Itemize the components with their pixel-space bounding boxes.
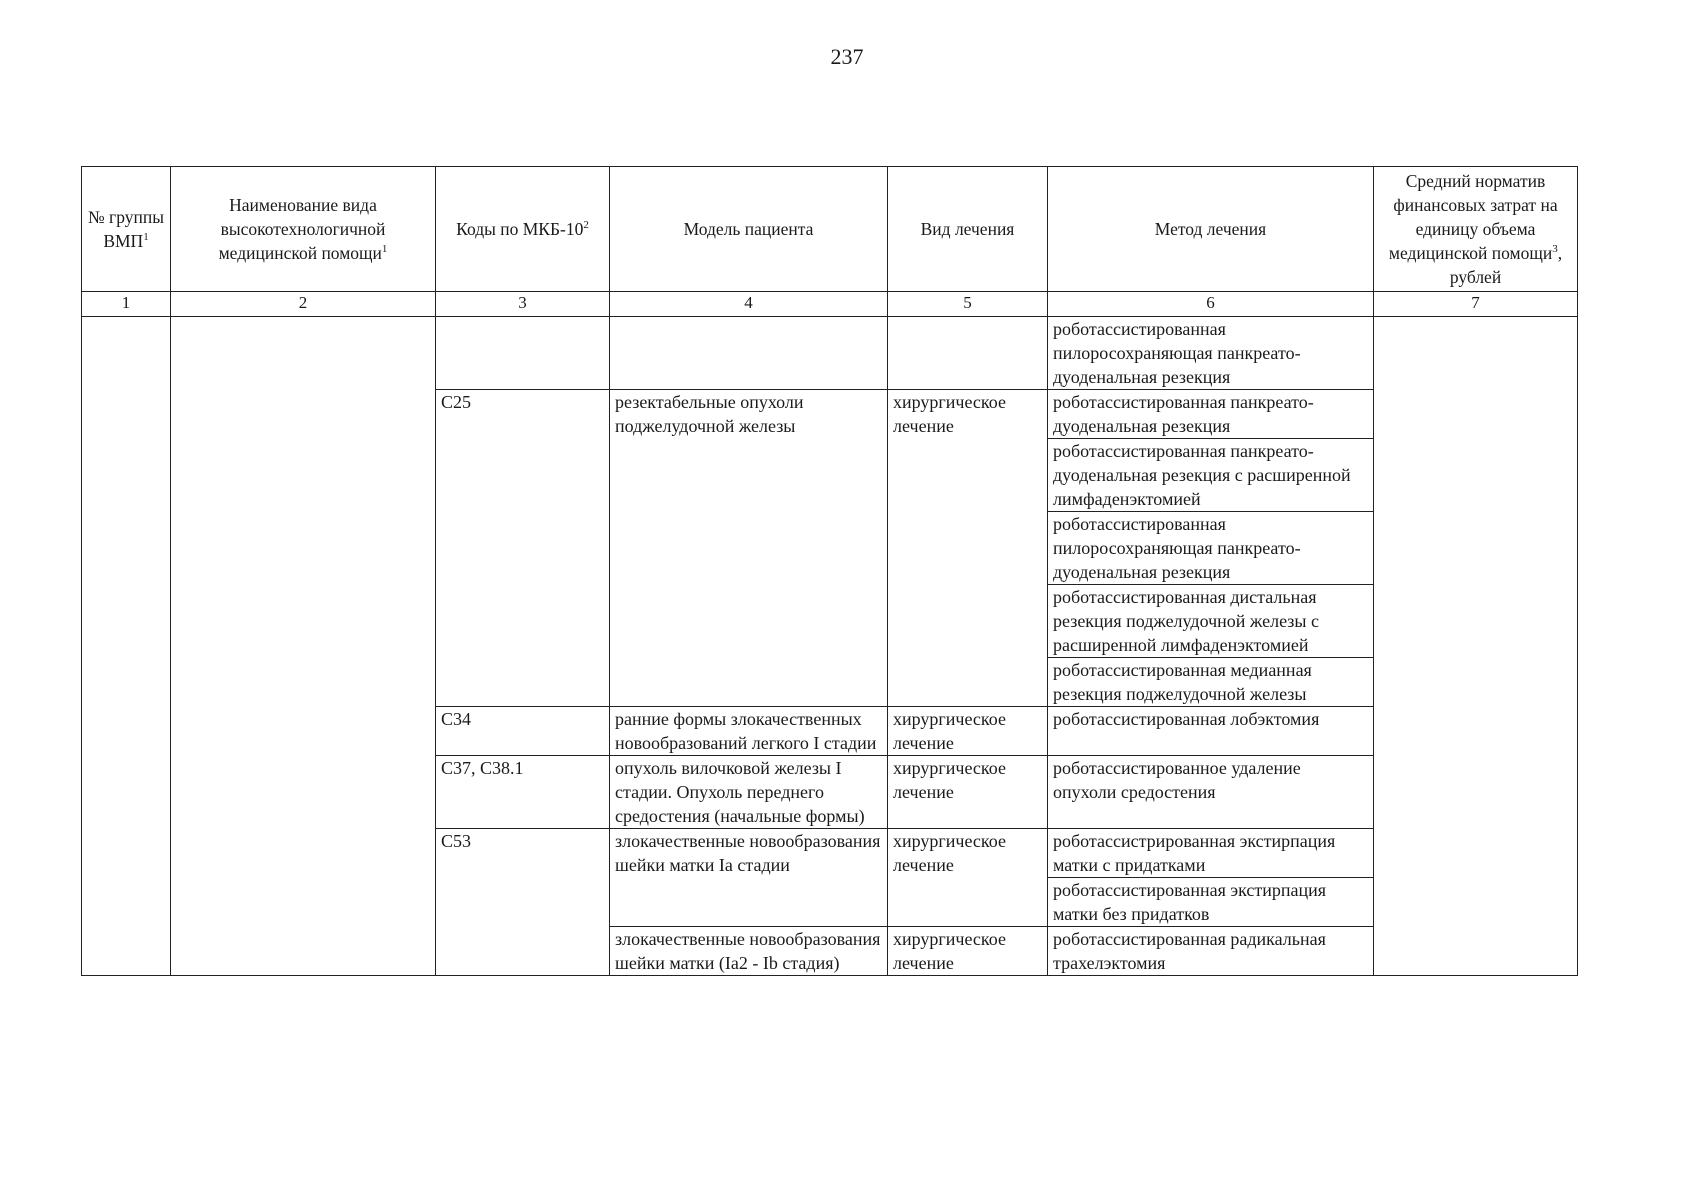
treatment-method: роботассистированная радикальная трахелэктомия xyxy=(1053,929,1326,973)
header-cost-standard: Средний норматив финансовых затрат на единицу объема медицинской помощи$^3$, рублей xyxy=(1374,167,1578,292)
page-number: 237 xyxy=(830,44,864,69)
treatment-method-cell xyxy=(1048,829,1374,927)
cost-standard-cell xyxy=(1374,317,1578,976)
treatment-method-cell xyxy=(1048,317,1374,390)
icd-code-cell: С53 xyxy=(436,829,610,976)
patient-model-cell xyxy=(610,317,888,390)
treatment-type-cell: хирургическое лечение xyxy=(888,707,1048,756)
treatment-method-cell xyxy=(1048,707,1374,756)
vmp-name-cell xyxy=(171,317,436,976)
header-treatment-type: Вид лечения xyxy=(888,167,1048,292)
treatment-method-cell xyxy=(1048,756,1374,829)
vmp-table xyxy=(81,166,1578,976)
treatment-type-cell: хирургическое лечение xyxy=(888,927,1048,976)
column-number: 1 xyxy=(82,292,171,317)
header-vmp-name: Наименование вида высокотехнологичной медицинской помощи$^1$ xyxy=(171,167,436,292)
icd-code-cell: С34 xyxy=(436,707,610,756)
column-number: 4 xyxy=(610,292,888,317)
treatment-method: роботассистированная дистальная резекция поджелудочной железы с расширенной лимфаденэктомией xyxy=(1048,585,1373,658)
treatment-method: роботассистированная пилоросохраняющая панкреато-дуоденальная резекция xyxy=(1048,512,1373,585)
column-number: 6 xyxy=(1048,292,1374,317)
icd-code-cell: С25 xyxy=(436,390,610,707)
treatment-method: роботассистированная медианная резекция поджелудочной железы xyxy=(1053,660,1312,704)
icd-code-cell: С37, С38.1 xyxy=(436,756,610,829)
treatment-type-cell xyxy=(888,317,1048,390)
treatment-method: роботассистрированная экстирпация матки с придатками xyxy=(1048,829,1373,878)
patient-model-cell: злокачественные новообразования шейки матки Ia стадии xyxy=(610,829,888,927)
treatment-method: роботассистированное удаление опухоли средостения xyxy=(1053,758,1301,802)
column-number-row xyxy=(82,292,1578,317)
header-vmp-group: № группы ВМП$^1$ xyxy=(82,167,171,292)
column-number: 5 xyxy=(888,292,1048,317)
column-number: 3 xyxy=(436,292,610,317)
header-icd-codes: Коды по МКБ-$10^2$ xyxy=(436,167,610,292)
treatment-method: роботассистированная лобэктомия xyxy=(1053,709,1320,729)
column-number: 2 xyxy=(171,292,436,317)
patient-model-cell: злокачественные новообразования шейки матки (Ia2 - Ib стадия) xyxy=(610,927,888,976)
column-number: 7 xyxy=(1374,292,1578,317)
patient-model-cell: ранние формы злокачественных новообразований легкого I стадии xyxy=(610,707,888,756)
treatment-type-cell: хирургическое лечение xyxy=(888,829,1048,927)
treatment-method: роботассистированная панкреато-дуоденальная резекция с расширенной лимфаденэктомией xyxy=(1048,439,1373,512)
table-header-row xyxy=(82,167,1578,292)
treatment-type-cell: хирургическое лечение xyxy=(888,390,1048,707)
table-row xyxy=(82,317,1578,390)
treatment-method-cell xyxy=(1048,390,1374,707)
icd-code-cell xyxy=(436,317,610,390)
treatment-method-cell xyxy=(1048,927,1374,976)
treatment-method: роботассистированная экстирпация матки без придатков xyxy=(1053,880,1327,924)
vmp-group-cell xyxy=(82,317,171,976)
treatment-type-cell: хирургическое лечение xyxy=(888,756,1048,829)
header-treatment-method: Метод лечения xyxy=(1048,167,1374,292)
patient-model-cell: резектабельные опухоли поджелудочной железы xyxy=(610,390,888,707)
patient-model-cell: опухоль вилочковой железы I стадии. Опухоль переднего средостения (начальные формы) xyxy=(610,756,888,829)
treatment-method: роботассистированная панкреато-дуоденальная резекция xyxy=(1048,390,1373,439)
treatment-method: роботассистированная пилоросохраняющая панкреато-дуоденальная резекция xyxy=(1053,319,1301,387)
header-patient-model: Модель пациента xyxy=(610,167,888,292)
